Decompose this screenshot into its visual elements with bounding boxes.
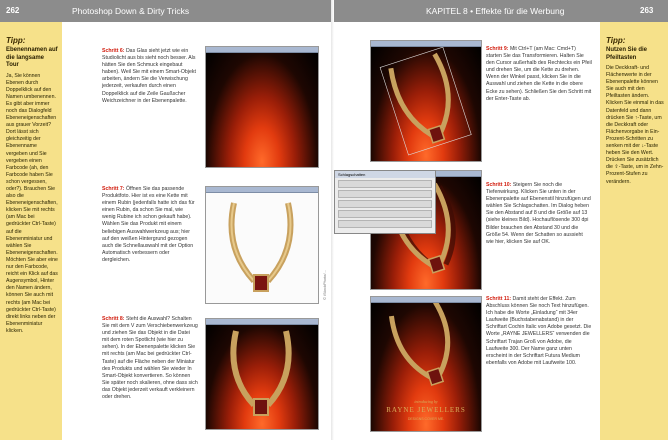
right-page-header (334, 0, 668, 22)
red-spotlight-image (206, 53, 318, 167)
left-tip-subheading: Ebenennamen auf die langsame Tour (6, 47, 58, 68)
step-10-text: Steigern Sie noch die Tiefenwirkung. Klicken Sie unten in der Ebenenpalette auf Ebenenstil hinzufügen und wählen Sie Schlagschatten. Im Dialog heben Sie den Abstand auf 8 und die Größe auf 13 (siehe kleines Bild). Hochauflösende 300 dpi Bilder brauchen den Abstand 30 und die Größe 54. Wenn der Schatten so aussieht wie hier, klicken Sie auf OK. (486, 182, 591, 245)
dialog-title: Schlagschatten (335, 171, 435, 178)
dialog-row[interactable] (338, 200, 432, 208)
right-page-number: 263 (640, 6, 654, 15)
step-8-label: Schritt 8: (102, 316, 125, 322)
step-11-text: Damit steht der Effekt. Zum Abschluss können Sie noch Text hinzufügen. Ich habe die Worte „Einladung“ mit 34er Laufweite (Buchstabenabstand) in der Schriftart Cochin Italic von Adobe gesetzt. Die Worte „RAYNE JEWELLERS“ verwenden die Schriftart Trajan Groß von Adobe, die Laufweite 300. Der Name ganz unten erscheint in der Schriftart Futura Medium ebenfalls von Adobe mit Laufweite 100. (486, 296, 592, 366)
step-7-label: Schritt 7: (102, 186, 125, 192)
step-10-label: Schritt 10: (486, 182, 512, 188)
step-7 (102, 186, 198, 264)
step-9-screenshot (370, 40, 482, 162)
step-6-label: Schritt 6: (102, 48, 125, 54)
dialog-row[interactable] (338, 190, 432, 198)
left-tip-sidebar (0, 22, 62, 440)
step-8 (102, 316, 198, 401)
step-6-text: Das Glas sieht jetzt wie ein Studiolicht aus bis sieht noch besser. Als hätten Sie den Schmuck eingebaut haben). Weil Sie mit einem Smart-Objekt arbeiten, ändern Sie die Verwischung jederzeit, verkaufen durch einen Doppelklick auf die Zeile Gaußscher Weichzeichner in der Ebenenpalette. (102, 48, 196, 104)
step-8-text: Steht die Auswahl? Schalten Sie mit dem V zum Verschiebenwerkzeug und ziehen Sie das Objekt in die Datei mit dem roten Spotlicht (wie hier zu sehen). In der Ebenenpalette klicken Sie mit rechts (am Mac bei gedrückter Ctrl-Taste) auf die Fläche neben der Miniatur des Produkts und wählen Sie wieder In Smart-Objekt konvertieren. So können Sie später noch skalieren, ohne dass sich das Objekt jederzeit verkauft verkleinern oder drehen. (102, 316, 198, 401)
necklace-icon (206, 325, 316, 429)
step-7-screenshot (205, 186, 319, 304)
step-6-screenshot (205, 46, 319, 168)
necklace-on-red (206, 325, 318, 429)
necklace-white-bg (206, 193, 318, 303)
step-7-text: Öffnen Sie das passende Produktfoto. Hier ist es eine Kette mit einem Rubin (jedenfalls hatte ich das für einen Rubin, da schon Sie mal, wie wenig Rubine ich schon gekauft habe). Wählen Sie das Produkt mit einem beliebigen Auswahlwerkzeug aus; hier auf den weißen Hintergrund gezogen auch die Schnellauswahl mit der Option Automatisch verbessern oder dergleichen. (102, 186, 195, 263)
right-tip-heading: Tipp: (606, 36, 626, 45)
right-page (334, 0, 668, 440)
step-11-screenshot (370, 296, 482, 432)
step-6 (102, 48, 198, 105)
step-8-screenshot (205, 318, 319, 430)
drop-shadow-dialog (334, 170, 436, 234)
step-9 (486, 46, 592, 103)
transform-necklace (371, 47, 481, 161)
right-tip-body: Die Deckkraft- und Flächenwerte in der Ebenenpalette können Sie auch mit den Pfeiltasten ändern. Klicken Sie einmal in das Datenfeld und dann drücken Sie ↑-Taste, um die Deckkraft oder Flächenvorgabe in Ein-Prozent-Schritten zu senken mit der ↓-Taste heben Sie den Wert. Drücken Sie zusätzlich die ⇧-Taste, um in Zehn-Prozent-Stufen zu verändern. (606, 65, 664, 185)
left-tip-body: Ja, Sie können Ebenen durch Doppelklick auf den Namen umbenennen. Es gibt aber immer noch das Dialogfeld Ebeneneigenschaften aus grauer Vorzeit? Dort lässt sich gleichzeitig der Ebenenname vergeben und Sie vergeben einen Farbcode (ah, den Farbcode haben Sie schon vergessen, oder?). Brauchen Sie also die Ebeneneigenschaften, klicken Sie mit rechts (am Mac bei gedrückter Ctrl-Taste) auf die Ebenenminiatur und wählen Sie Ebeneneigenschaften. Möchten Sie aber eine nur den Farbcode, reicht ein Klick auf das Augensymbol, Hinter den Namen ändern, können Sie auch mit rechts (am Mac bei gedrückter Ctrl-Taste) direkt links neben der Ebenenminiatur klicken. (6, 72, 58, 334)
step-9-label: Schritt 9: (486, 46, 509, 52)
left-tip-heading: Tipp: (6, 36, 26, 45)
dialog-row[interactable] (338, 220, 432, 228)
photo-credit: © iStockPhoto/... (322, 270, 327, 300)
step-11-label: Schritt 11: (486, 296, 512, 302)
necklace-icon (206, 193, 316, 303)
poster-footer: DESIGNS COVER ME. (407, 417, 445, 421)
step-9-text: Mit Ctrl+T (am Mac: Cmd+T) starten Sie das Transformieren. Halten Sie den Cursor außerhalb des Rechtecks ein Pfeil und drehen Sie, um die Kette zu drehen. Wenn der Winkel passt, klicken Sie in die Auswahl und ziehen die Kette in die obere Ecke zu sehen). Schließen Sie den Schritt mit der Enter-Taste ab. (486, 46, 592, 102)
left-page-header (0, 0, 334, 22)
poster-small-text: introducing by (414, 399, 438, 404)
left-page-number: 262 (6, 6, 20, 15)
left-page-title: Photoshop Down & Dirty Tricks (72, 6, 190, 16)
right-tip-subheading: Nutzen Sie die Pfeiltasten (606, 47, 648, 61)
final-poster (371, 303, 481, 431)
dialog-row[interactable] (338, 210, 432, 218)
step-10 (486, 182, 592, 246)
poster-brand: RAYNE JEWELLERS (386, 406, 466, 414)
right-tip-sidebar (600, 22, 668, 440)
step-11 (486, 296, 592, 367)
right-page-title: KAPITEL 8 • Effekte für die Werbung (426, 6, 565, 16)
dialog-row[interactable] (338, 180, 432, 188)
rotated-necklace-icon (371, 47, 481, 161)
